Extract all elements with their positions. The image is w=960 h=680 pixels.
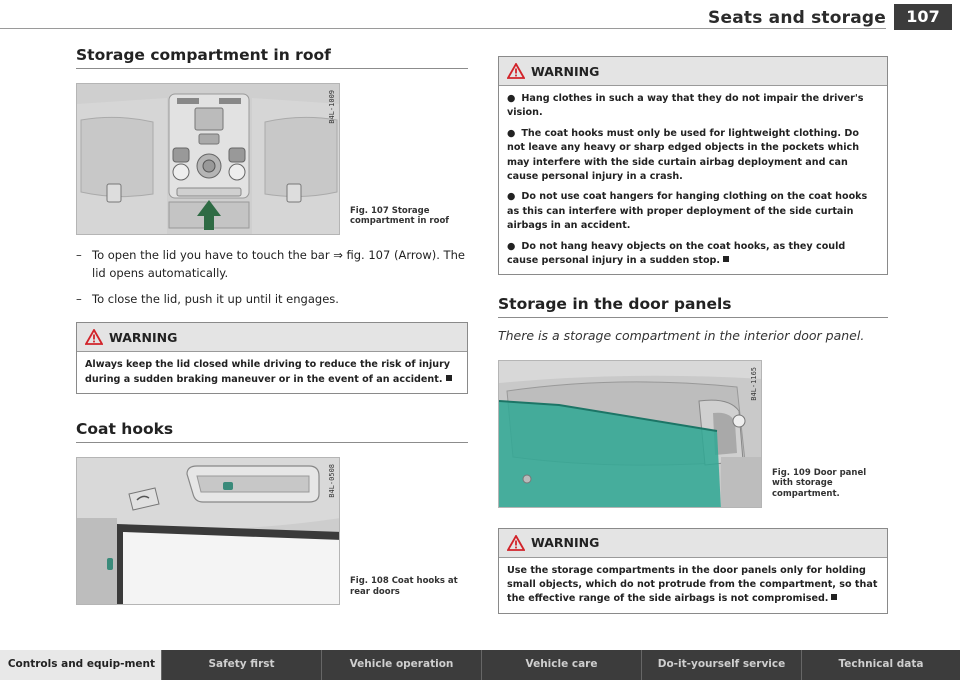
figure-caption: Fig. 108 Coat hooks at rear doors [350, 575, 458, 597]
instruction-step: – To open the lid you have to touch the bar ⇒ fig. 107 (Arrow). The lid opens automatically. [76, 247, 468, 283]
figure-108 [76, 457, 468, 605]
footer-tab-diy-service[interactable]: Do-it-yourself service [642, 650, 802, 680]
warning-item [507, 127, 879, 185]
door-panel-illustration [499, 361, 762, 508]
warning-item-text: Hang clothes in such a way that they do not impair the driver's vision. [507, 93, 864, 119]
warning-box [76, 322, 468, 394]
warning-text: Use the storage compartments in the door panels only for holding small objects, which do not protrude from the compartment, so that the effective range of the side airbags is not compromised. [507, 564, 878, 605]
warning-body [499, 558, 887, 613]
warning-header [77, 323, 467, 352]
figure-caption: Fig. 107 Storage compartment in roof [350, 205, 449, 227]
chapter-nav-footer [0, 650, 960, 680]
warning-item [507, 240, 879, 269]
warning-box [498, 528, 888, 614]
warning-body [499, 86, 887, 274]
right-column [498, 56, 888, 614]
warning-item-text: Do not use coat hangers for hanging clothing on the coat hooks as this can interfere with proper deployment of the side curtain airbags in an accident. [507, 191, 868, 232]
figure-code: B4L-0508 [328, 464, 336, 498]
page-number: 107 [894, 4, 952, 30]
left-column [76, 46, 468, 605]
bullet: ● [507, 93, 516, 104]
warning-item [507, 190, 879, 233]
section-heading-roof-storage: Storage compartment in roof [76, 46, 468, 69]
footer-tab-technical-data[interactable]: Technical data [838, 658, 924, 671]
figure-109 [498, 360, 888, 508]
coat-hook-illustration [77, 458, 340, 605]
figure-caption: Fig. 109 Door panel with storage compartment. [772, 467, 867, 500]
page-header-title: Seats and storage [708, 8, 886, 28]
bullet: ● [507, 240, 516, 252]
roof-storage-image [76, 83, 340, 235]
bullet: ● [507, 191, 516, 203]
warning-title: WARNING [109, 329, 178, 345]
figure-code: B4L-1009 [328, 90, 336, 124]
figure-107 [76, 83, 468, 235]
end-mark [831, 594, 837, 600]
warning-item-text: The coat hooks must only be used for lightweight clothing. Do not leave any heavy or sharp edged objects in the pockets which may interfere with the side curtain airbag deployment and can cause personal injury in a crash. [507, 127, 860, 182]
door-panel-image [498, 360, 762, 508]
warning-box [498, 56, 888, 275]
footer-tab-controls[interactable]: Controls and equip-ment [0, 650, 162, 680]
bullet: ● [507, 127, 516, 139]
end-mark [723, 256, 729, 262]
coat-hooks-image [76, 457, 340, 605]
header-rule [0, 28, 886, 29]
warning-item [507, 92, 879, 121]
footer-tab-vehicle-operation[interactable]: Vehicle operation [322, 650, 482, 680]
footer-tab-safety[interactable]: Safety first [162, 650, 322, 680]
warning-header [499, 529, 887, 558]
instruction-step: – To close the lid, push it up until it engages. [76, 291, 468, 309]
instruction-list [76, 247, 468, 308]
warning-item-text: Do not hang heavy objects on the coat hooks, as they could cause personal injury in a sudden stop. [507, 240, 846, 266]
section-intro: There is a storage compartment in the interior door panel. [498, 328, 865, 344]
section-heading-door-storage: Storage in the door panels [498, 295, 888, 318]
warning-triangle-icon [507, 63, 525, 79]
footer-tab-vehicle-care[interactable]: Vehicle care [482, 650, 642, 680]
figure-code: B4L-1165 [750, 366, 758, 401]
roof-console-illustration [77, 84, 340, 235]
warning-title: WARNING [531, 535, 600, 551]
warning-triangle-icon [507, 535, 525, 551]
warning-body [77, 352, 467, 393]
warning-title: WARNING [531, 63, 600, 79]
warning-header [499, 57, 887, 86]
end-mark [446, 375, 452, 381]
warning-triangle-icon [85, 329, 103, 345]
warning-text: Always keep the lid closed while driving to reduce the risk of injury during a sudden braking maneuver or in the event of an accident. [85, 359, 451, 385]
section-heading-coat-hooks: Coat hooks [76, 420, 468, 443]
